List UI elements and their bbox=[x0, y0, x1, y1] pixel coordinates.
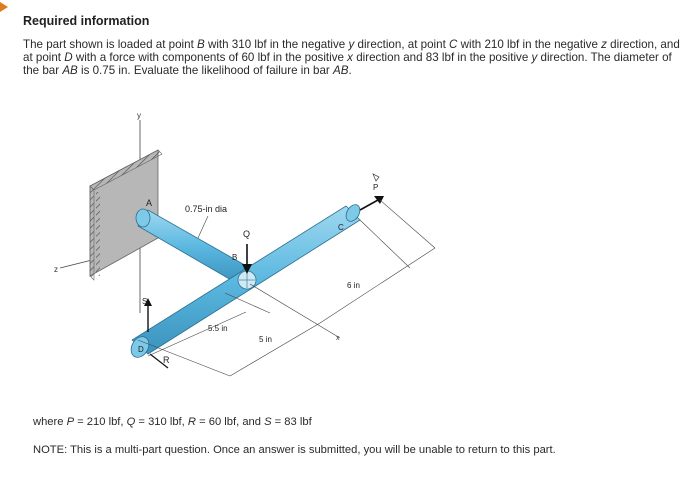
problem-text: is 0.75 in. Evaluate the likelihood of failure in bar bbox=[77, 64, 334, 78]
values-line bbox=[33, 416, 312, 428]
problem-text: direction. The diameter of the bar bbox=[23, 51, 672, 78]
value-p: = 210 lbf, bbox=[74, 416, 127, 428]
axis-ref: y bbox=[531, 51, 538, 65]
label-r: R bbox=[163, 355, 170, 365]
dimension-lines bbox=[138, 200, 435, 376]
label-q: Q bbox=[243, 229, 251, 239]
problem-text: . bbox=[348, 64, 352, 78]
label-p: P bbox=[373, 183, 379, 192]
problem-text: The part shown is loaded at point bbox=[23, 38, 198, 51]
mechanics-figure bbox=[40, 108, 500, 398]
value-q: = 310 lbf, bbox=[135, 416, 188, 428]
axis-ref: x bbox=[347, 51, 353, 65]
force-p-arrow bbox=[360, 200, 378, 210]
dim-leader bbox=[198, 216, 208, 238]
problem-statement bbox=[23, 38, 683, 78]
bar-ref: AB bbox=[62, 64, 78, 78]
problem-text: direction, at point bbox=[354, 38, 450, 51]
p-direction-icon bbox=[373, 174, 379, 181]
bar-ref: AB bbox=[333, 64, 349, 78]
y-axis-label: y bbox=[137, 111, 141, 120]
problem-text: direction, and at point bbox=[23, 38, 680, 65]
point-d-ref: D bbox=[64, 51, 73, 65]
values-text: where bbox=[33, 416, 67, 428]
axis-ref: z bbox=[601, 38, 607, 51]
point-c-ref: C bbox=[449, 38, 458, 51]
x-axis-line bbox=[250, 284, 340, 338]
problem-text: with 310 lbf in the negative bbox=[204, 38, 349, 51]
var-p: P bbox=[66, 416, 75, 428]
var-q: Q bbox=[126, 416, 136, 428]
var-r: R bbox=[187, 416, 196, 428]
bar-ab bbox=[136, 209, 250, 284]
x-axis-label: x bbox=[336, 335, 340, 342]
label-s: S bbox=[142, 297, 148, 306]
label-d: D bbox=[138, 345, 144, 354]
value-r: = 60 lbf, and bbox=[195, 416, 265, 428]
problem-text: with 210 lbf in the negative bbox=[457, 38, 602, 51]
label-c: C bbox=[338, 223, 344, 232]
z-axis-label: z bbox=[54, 265, 58, 274]
figure-svg bbox=[40, 108, 500, 398]
dim-5-5: 5.5 in bbox=[208, 324, 228, 333]
section-heading: Required information bbox=[23, 14, 150, 28]
axis-ref: y bbox=[348, 38, 355, 51]
label-a: A bbox=[146, 198, 153, 208]
note-text: NOTE: This is a multi-part question. Once an answer is submitted, you will be unable to return to this part. bbox=[33, 444, 556, 456]
dim-5: 5 in bbox=[259, 335, 272, 344]
label-b: B bbox=[232, 253, 238, 262]
problem-text: with a force with components of 60 lbf in the positive bbox=[72, 51, 348, 65]
point-b-ref: B bbox=[197, 38, 205, 51]
dim-diameter: 0.75-in dia bbox=[185, 204, 228, 214]
var-s: S bbox=[264, 416, 272, 428]
value-s: = 83 lbf bbox=[271, 416, 312, 428]
dim-6: 6 in bbox=[347, 281, 360, 290]
flag-marker bbox=[0, 2, 8, 12]
problem-text: direction and 83 lbf in the positive bbox=[352, 51, 532, 65]
